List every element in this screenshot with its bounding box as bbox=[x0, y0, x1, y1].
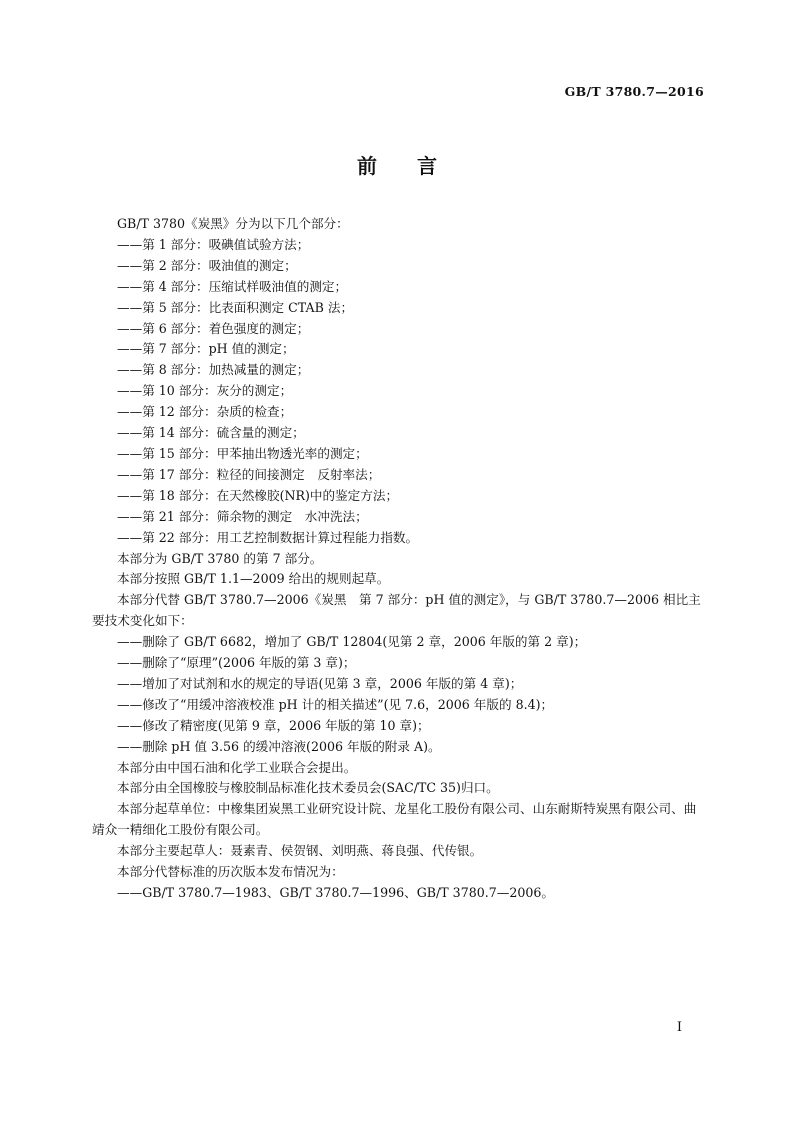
list-item: ——修改了“用缓冲溶液校准 pH 计的相关描述”(见 7.6，2006 年版的 8.4)； bbox=[117, 696, 554, 712]
list-item: ——第 1 部分：吸碘值试验方法； bbox=[117, 236, 310, 252]
proposed-by: 本部分由中国石油和化学工业联合会提出。 bbox=[117, 759, 357, 775]
page-title bbox=[0, 150, 794, 179]
list-item: ——第 5 部分：比表面积测定 CTAB 法； bbox=[117, 299, 354, 315]
drafting-units: 本部分起草单位：中橡集团炭黑工业研究设计院、龙星化工股份有限公司、山东耐斯特炭黑有限公司、曲靖众一精细化工股份有限公司。 bbox=[92, 801, 697, 838]
title-char-1: 前 bbox=[357, 154, 377, 178]
list-item: ——第 4 部分：压缩试样吸油值的测定； bbox=[117, 278, 348, 294]
list-item: ——删除 pH 值 3.56 的缓冲溶液(2006 年版的附录 A)。 bbox=[117, 738, 441, 754]
list-item: ——第 18 部分：在天然橡胶(NR)中的鉴定方法； bbox=[117, 487, 399, 503]
foreword-body bbox=[92, 214, 706, 904]
list-item: ——第 6 部分：着色强度的测定； bbox=[117, 320, 310, 336]
list-item: ——第 10 部分：灰分的测定； bbox=[117, 383, 293, 399]
list-item: ——第 2 部分：吸油值的测定； bbox=[117, 257, 297, 273]
drafting-rules-statement: 本部分按照 GB/T 1.1—2009 给出的规则起草。 bbox=[117, 571, 390, 587]
list-item: ——删除了 GB/T 6682，增加了 GB/T 12804(见第 2 章，2006 年版的第 2 章)； bbox=[117, 634, 587, 650]
list-item: ——第 21 部分：筛余物的测定 水冲洗法； bbox=[117, 508, 368, 524]
list-item: ——修改了精密度(见第 9 章，2006 年版的第 10 章)； bbox=[117, 717, 430, 733]
page-number: I bbox=[676, 1020, 682, 1035]
main-drafters: 本部分主要起草人：聂素青、侯贺钢、刘明燕、蒋良强、代传银。 bbox=[117, 843, 483, 859]
document-code-header: GB/T 3780.7—2016 bbox=[564, 84, 704, 99]
history-intro: 本部分代替标准的历次版本发布情况为： bbox=[117, 864, 344, 880]
list-item: ——第 14 部分：硫含量的测定； bbox=[117, 425, 305, 441]
list-item: ——第 17 部分：粒径的间接测定 反射率法； bbox=[117, 466, 381, 482]
list-item: ——第 22 部分：用工艺控制数据计算过程能力指数。 bbox=[117, 529, 419, 545]
list-item: ——第 7 部分：pH 值的测定； bbox=[117, 341, 295, 357]
list-item: ——第 12 部分：杂质的检查； bbox=[117, 404, 293, 420]
title-char-2: 言 bbox=[417, 154, 437, 178]
parts-list bbox=[92, 235, 706, 549]
list-item: ——删除了“原理”(2006 年版的第 3 章)； bbox=[117, 655, 356, 671]
list-item: ——增加了对试剂和水的规定的导语(见第 3 章，2006 年版的第 4 章)； bbox=[117, 675, 523, 691]
changes-list bbox=[92, 632, 706, 757]
intro-paragraph: GB/T 3780《炭黑》分为以下几个部分： bbox=[117, 216, 349, 231]
list-item: ——第 15 部分：甲苯抽出物透光率的测定； bbox=[117, 445, 368, 461]
part-statement: 本部分为 GB/T 3780 的第 7 部分。 bbox=[117, 550, 323, 566]
history-versions: ——GB/T 3780.7—1983、GB/T 3780.7—1996、GB/T 3780.7—2006。 bbox=[117, 885, 554, 900]
centralized-by: 本部分由全国橡胶与橡胶制品标准化技术委员会(SAC/TC 35)归口。 bbox=[117, 780, 499, 796]
replacement-statement: 本部分代替 GB/T 3780.7—2006《炭黑 第 7 部分：pH 值的测定》，与 GB/T 3780.7—2006 相比主要技术变化如下： bbox=[92, 592, 701, 629]
list-item: ——第 8 部分：加热减量的测定； bbox=[117, 362, 310, 378]
